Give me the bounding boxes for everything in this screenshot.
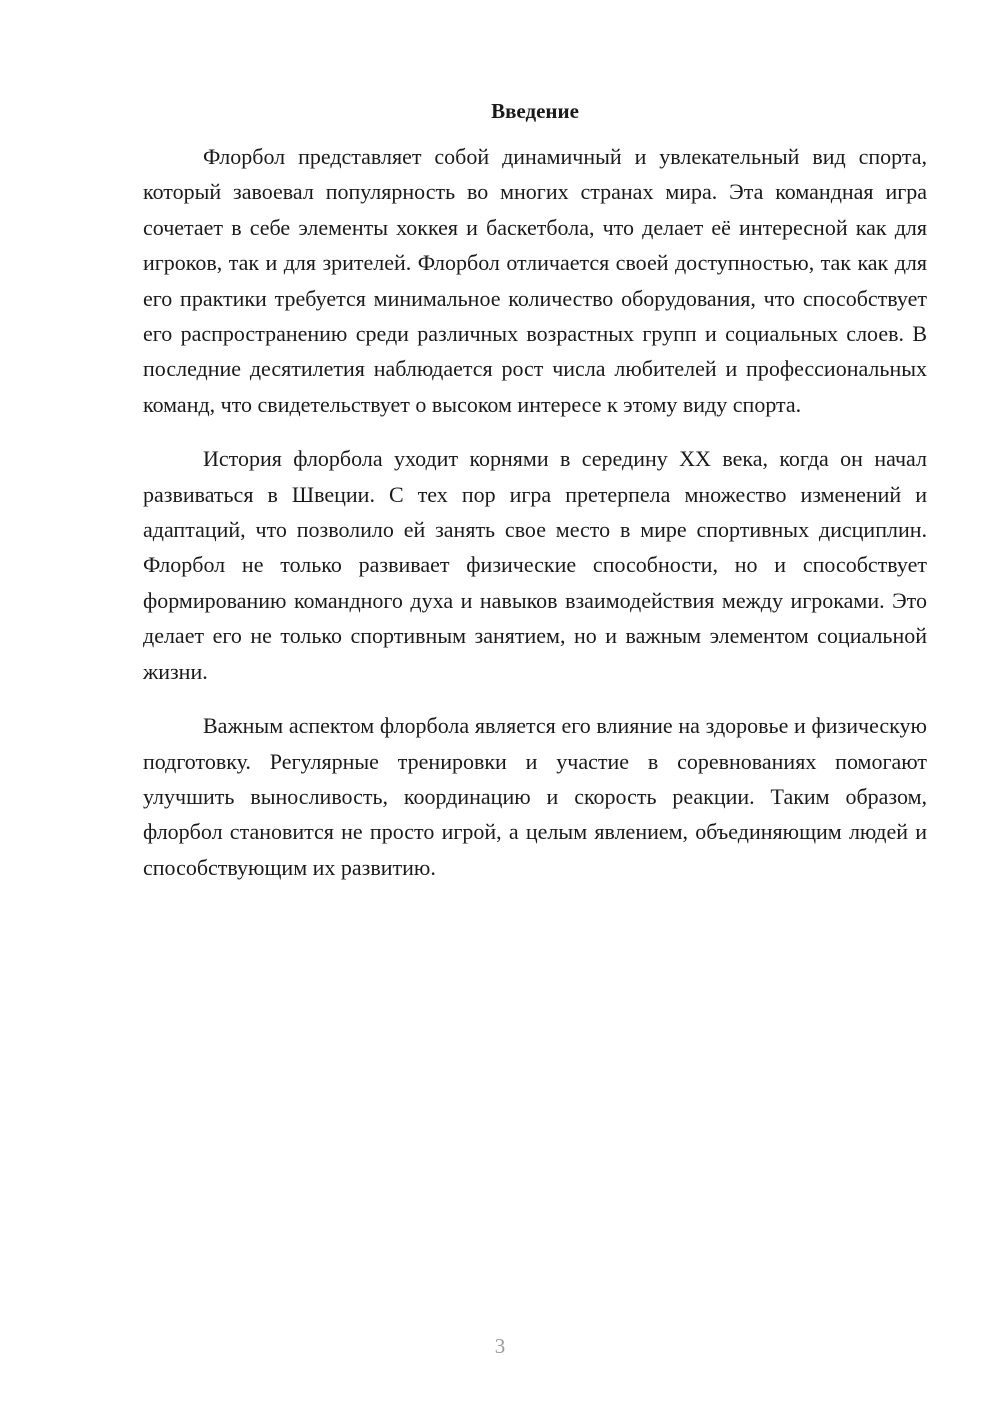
- section-heading: Введение: [491, 99, 579, 123]
- paragraph-3: Важным аспектом флорбола является его влияние на здоровье и физическую подготовку. Регулярные тренировки и участие в соревнованиях помогают улучшить выносливость, координацию и скорость реакции. Таким образом, флорбол становится не просто игрой, а целым явлением, объединяющим людей и способствующим их развитию.: [143, 713, 927, 880]
- paragraph-1: Флорбол представляет собой динамичный и увлекательный вид спорта, который завоевал популярность во многих странах мира. Эта командная игра сочетает в себе элементы хоккея и баскетбола, что делает её интересной как для игроков, так и для зрителей. Флорбол отличается своей доступностью, так как для его практики требуется минимальное количество оборудования, что способствует его распространению среди различных возрастных групп и социальных слоев. В последние десятилетия наблюдается рост числа любителей и профессиональных команд, что свидетельствует о высоком интересе к этому виду спорта.: [143, 144, 927, 417]
- paragraph-2: История флорбола уходит корнями в середину XX века, когда он начал развиваться в Швеции. С тех пор игра претерпела множество изменений и адаптаций, что позволило ей занять свое место в мире спортивных дисциплин. Флорбол не только развивает физические способности, но и способствует формированию командного духа и навыков взаимодействия между игроками. Это делает его не только спортивным занятием, но и важным элементом социальной жизни.: [143, 446, 927, 684]
- document-body: [143, 96, 927, 904]
- page-number: 3: [494, 1334, 506, 1358]
